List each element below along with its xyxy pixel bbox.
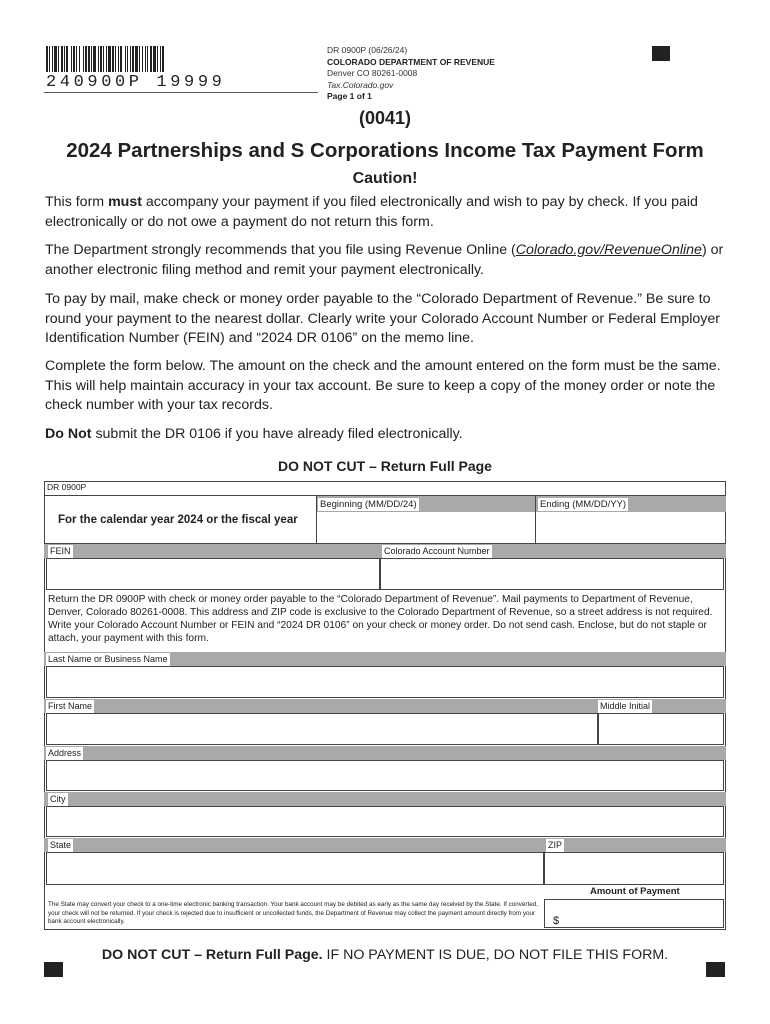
registration-mark-bottom-right bbox=[706, 962, 725, 977]
amount-of-payment-label: Amount of Payment bbox=[590, 886, 680, 897]
p5-text: submit the DR 0106 if you have already filed electronically. bbox=[91, 426, 463, 442]
caution-heading: Caution! bbox=[352, 170, 418, 187]
dollar-sign: $ bbox=[553, 915, 560, 927]
zip-field[interactable] bbox=[544, 852, 724, 885]
barcode-number: 240900P 19999 bbox=[46, 73, 226, 92]
barcode bbox=[46, 46, 252, 72]
p2-text: The Department strongly recommends that you file using Revenue Online ( bbox=[45, 242, 516, 258]
account-number-field[interactable] bbox=[380, 558, 724, 590]
beginning-date-field[interactable] bbox=[317, 512, 535, 543]
address-label: Address bbox=[48, 748, 82, 758]
footer-notice-rest: IF NO PAYMENT IS DUE, DO NOT FILE THIS FORM. bbox=[322, 947, 669, 963]
ending-date-label: Ending (MM/DD/YY) bbox=[540, 499, 627, 510]
electronic-conversion-notice: The State may convert your check to a one-time electronic banking transaction. Your bank account may be debited as early as the same day received by the State. If converted, your check will not be returned. If your check is rejected due to insufficient or uncollected funds, the Department of Revenue may collect the payment amount directly from your bank account electronically. bbox=[48, 901, 539, 925]
form-code: (0041) bbox=[358, 108, 412, 128]
first-name-field[interactable] bbox=[46, 713, 598, 745]
department-website: Tax.Colorado.gov bbox=[327, 79, 394, 90]
amount-of-payment-field[interactable] bbox=[544, 899, 724, 928]
instruction-paragraph-1 bbox=[45, 193, 725, 232]
city-header-bar bbox=[44, 792, 726, 806]
header-info bbox=[327, 45, 495, 103]
footer-notice bbox=[0, 947, 770, 963]
calendar-year-label: For the calendar year 2024 or the fiscal year bbox=[58, 514, 298, 526]
p2-text-rest: ) or another electronic filing method and remit your payment electronically. bbox=[45, 242, 724, 278]
instruction-paragraph-2 bbox=[45, 241, 725, 280]
account-number-label: Colorado Account Number bbox=[384, 546, 490, 556]
p1-text: This form bbox=[45, 194, 109, 210]
instruction-paragraph-4: Complete the form below. The amount on the check and the amount entered on the form must be the same. This will help maintain accuracy in your tax account. Be sure to keep a copy of the money order or note the check number with your tax records. bbox=[45, 358, 721, 413]
mailing-notice: Return the DR 0900P with check or money order payable to the “Colorado Department of Revenue”. Mail payments to Department of Revenue, Denver, Colorado 80261-0008. This address and ZIP code is exclusive to the Colorado Department of Revenue, so a street address is not required. Write your Colorado Account Number or FEIN and “2024 DR 0106” on your check or money order. Do not send cash. Enclose, but do not staple or attach, your payment with this form. bbox=[48, 594, 713, 644]
form-revision: DR 0900P (06/26/24) bbox=[327, 45, 408, 55]
barcode-bar bbox=[164, 46, 165, 72]
department-address: Denver CO 80261-0008 bbox=[327, 68, 418, 78]
ending-date-field[interactable] bbox=[536, 512, 725, 543]
middle-initial-field[interactable] bbox=[598, 713, 724, 745]
page-number: Page 1 of 1 bbox=[327, 91, 372, 101]
state-header-bar bbox=[44, 838, 726, 852]
instruction-paragraph-5 bbox=[45, 425, 725, 445]
p1-text-rest: accompany your payment if you filed electronically and wish to pay by check. If you paid electronically or do not owe a payment do not return this form. bbox=[45, 194, 698, 230]
zip-label: ZIP bbox=[548, 840, 563, 850]
registration-mark-bottom-left bbox=[44, 962, 63, 977]
form-id-row bbox=[44, 481, 726, 496]
revenue-online-link[interactable]: Colorado.gov/RevenueOnline bbox=[515, 242, 702, 258]
instruction-paragraph-3: To pay by mail, make check or money order payable to the “Colorado Department of Revenue.” Be sure to round your payment to the nearest dollar. Clearly write your Colorado Account Number or Federal Employer Identification Number (FEIN) and “2024 DR 0106” on the memo line. bbox=[45, 291, 721, 346]
city-label: City bbox=[50, 794, 66, 804]
last-name-field[interactable] bbox=[46, 666, 724, 698]
last-name-label: Last Name or Business Name bbox=[48, 654, 168, 664]
form-id: DR 0900P bbox=[47, 482, 87, 492]
do-not-cut-notice: DO NOT CUT – Return Full Page bbox=[278, 458, 492, 474]
middle-initial-label: Middle Initial bbox=[600, 701, 651, 711]
footer-notice-bold: DO NOT CUT – Return Full Page. bbox=[101, 947, 323, 963]
state-label: State bbox=[50, 840, 72, 850]
address-header-bar bbox=[44, 746, 726, 760]
department-name: COLORADO DEPARTMENT OF REVENUE bbox=[327, 56, 495, 67]
barcode-divider bbox=[44, 92, 318, 93]
fein-field[interactable] bbox=[46, 558, 380, 590]
p1-emphasis: must bbox=[108, 194, 142, 210]
beginning-date-label: Beginning (MM/DD/24) bbox=[320, 499, 417, 510]
fein-label: FEIN bbox=[50, 546, 71, 556]
address-field[interactable] bbox=[46, 760, 724, 791]
page-title: 2024 Partnerships and S Corporations Income Tax Payment Form bbox=[66, 139, 704, 162]
p5-emphasis: Do Not bbox=[45, 426, 92, 442]
city-field[interactable] bbox=[46, 806, 724, 837]
registration-mark-top-right bbox=[652, 46, 670, 61]
first-name-label: First Name bbox=[48, 701, 93, 711]
state-field[interactable] bbox=[46, 852, 544, 885]
